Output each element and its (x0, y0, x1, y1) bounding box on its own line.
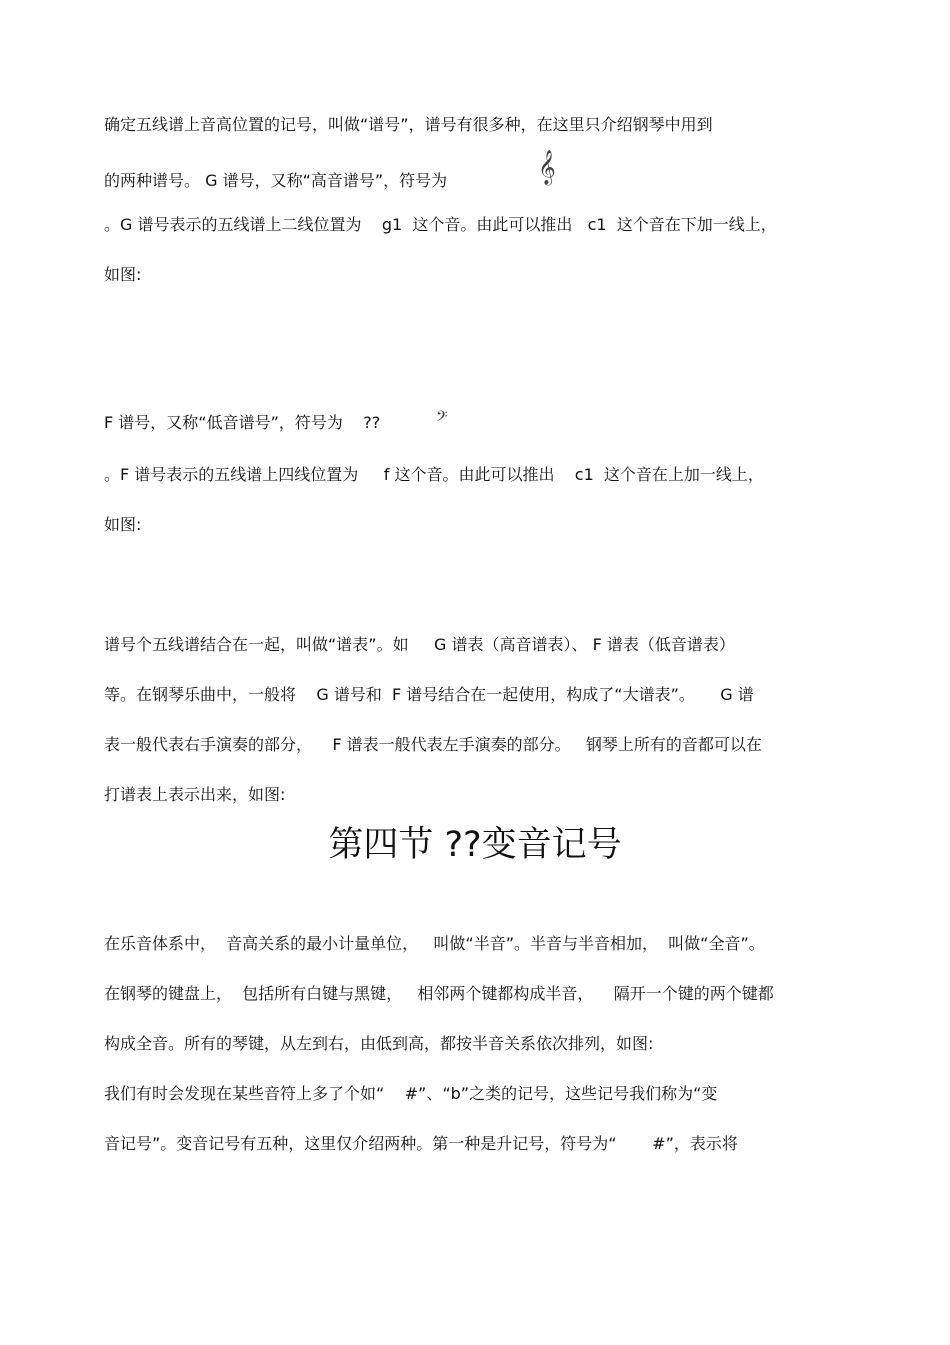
paragraph-1-line-3: 。G 谱号表示的五线谱上二线位置为 g1 这个音。由此可以推出 c1 这个音在下加一线上， (104, 215, 777, 234)
section-heading: 第四节 ??变音记号 (328, 825, 622, 865)
paragraph-5-line-2: 音记号”。变音记号有五种，这里仅介绍两种。第一种是升记号，符号为“ #”，表示将 (104, 1134, 738, 1153)
treble-clef-icon: 𝄞 (538, 150, 556, 185)
paragraph-1-line-2: 的两种谱号。 G 谱号，又称“高音谱号”，符号为 (104, 171, 448, 190)
paragraph-4-line-3: 构成全音。所有的琴键，从左到右，由低到高，都按半音关系依次排列，如图: (104, 1034, 654, 1053)
paragraph-2-line-1: F 谱号，又称“低音谱号”，符号为 ?? (104, 413, 381, 432)
paragraph-2-line-2: 。F 谱号表示的五线谱上四线位置为 f 这个音。由此可以推出 c1 这个音在上加一线上， (104, 465, 764, 484)
paragraph-2-line-3: 如图: (104, 515, 142, 534)
paragraph-1-line-4: 如图: (104, 265, 142, 284)
bass-clef-icon: 𝄢 (436, 408, 448, 429)
paragraph-3-line-4: 打谱表上表示出来，如图: (104, 785, 286, 804)
paragraph-5-line-1: 我们有时会发现在某些音符上多了个如“ #”、“b”之类的记号，这些记号我们称为“变 (104, 1084, 718, 1103)
paragraph-1-line-1: 确定五线谱上音高位置的记号，叫做“谱号”，谱号有很多种，在这里只介绍钢琴中用到 (104, 115, 713, 134)
paragraph-4-line-1: 在乐音体系中， 音高关系的最小计量单位， 叫做“半音”。半音与半音相加， 叫做“全音”。 (104, 934, 765, 953)
paragraph-3-line-2: 等。在钢琴乐曲中，一般将 G 谱号和 F 谱号结合在一起使用，构成了“大谱表”。 G 谱 (104, 685, 754, 704)
paragraph-3-line-1: 谱号个五线谱结合在一起，叫做“谱表”。如 G 谱表（高音谱表）、 F 谱表（低音谱表） (104, 635, 735, 654)
paragraph-4-line-2: 在钢琴的键盘上， 包括所有白键与黑键， 相邻两个键都构成半音， 隔开一个键的两个键都 (104, 984, 774, 1003)
paragraph-3-line-3: 表一般代表右手演奏的部分， F 谱表一般代表左手演奏的部分。 钢琴上所有的音都可以在 (104, 735, 762, 754)
